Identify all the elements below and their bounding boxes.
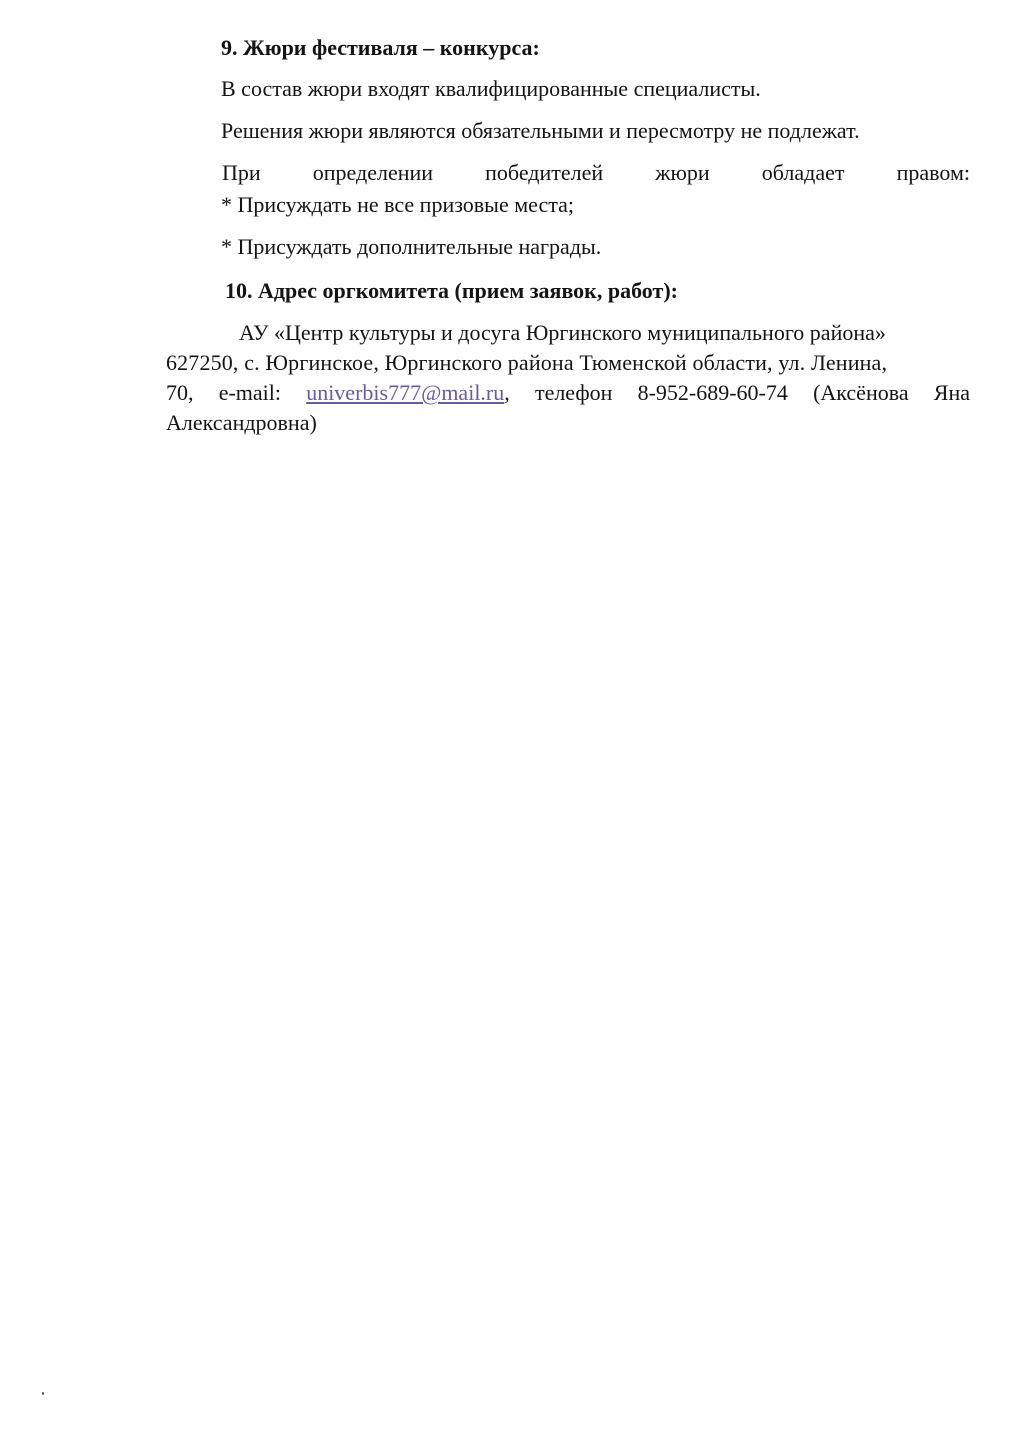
- word: телефон: [534, 380, 613, 405]
- jury-decisions-paragraph: Решения жюри являются обязательными и пересмотру не подлежат.: [221, 118, 860, 143]
- section-10-heading: 10. Адрес оргкомитета (прием заявок, работ):: [225, 278, 678, 303]
- address-line-4: Александровна): [166, 410, 317, 435]
- word: Яна: [933, 380, 970, 405]
- email-link[interactable]: univerbis777@mail.ru: [306, 380, 505, 405]
- bullet-item-extra-awards: * Присуждать дополнительные награды.: [221, 234, 602, 259]
- address-line-3: [166, 380, 970, 406]
- word: 70,: [166, 380, 194, 405]
- bullet-item-not-all-places: * Присуждать не все призовые места;: [221, 192, 574, 217]
- phone-number: 8-952-689-60-74: [637, 380, 788, 405]
- word: (Аксёнова: [813, 380, 909, 405]
- word: обладает: [761, 160, 845, 185]
- email-comma: ,: [504, 380, 510, 405]
- word: жюри: [655, 160, 710, 185]
- address-line-2: 627250, с. Юргинское, Юргинского района Тюменской области, ул. Ленина,: [166, 350, 888, 375]
- jury-composition-paragraph: В состав жюри входят квалифицированные специалисты.: [221, 76, 761, 101]
- word: победителей: [485, 160, 604, 185]
- jury-rights-paragraph: [222, 160, 970, 186]
- word: правом:: [896, 160, 970, 185]
- scan-speck: [42, 1392, 44, 1395]
- word: определении: [312, 160, 434, 185]
- address-line-1: [239, 320, 970, 346]
- word: e-mail:: [218, 380, 281, 405]
- address-text: АУ «Центр культуры и досуга Юргинского муниципального района»: [239, 320, 886, 345]
- word: При: [222, 160, 261, 185]
- email-group: [306, 380, 510, 406]
- section-9-heading: 9. Жюри фестиваля – конкурса:: [221, 35, 540, 60]
